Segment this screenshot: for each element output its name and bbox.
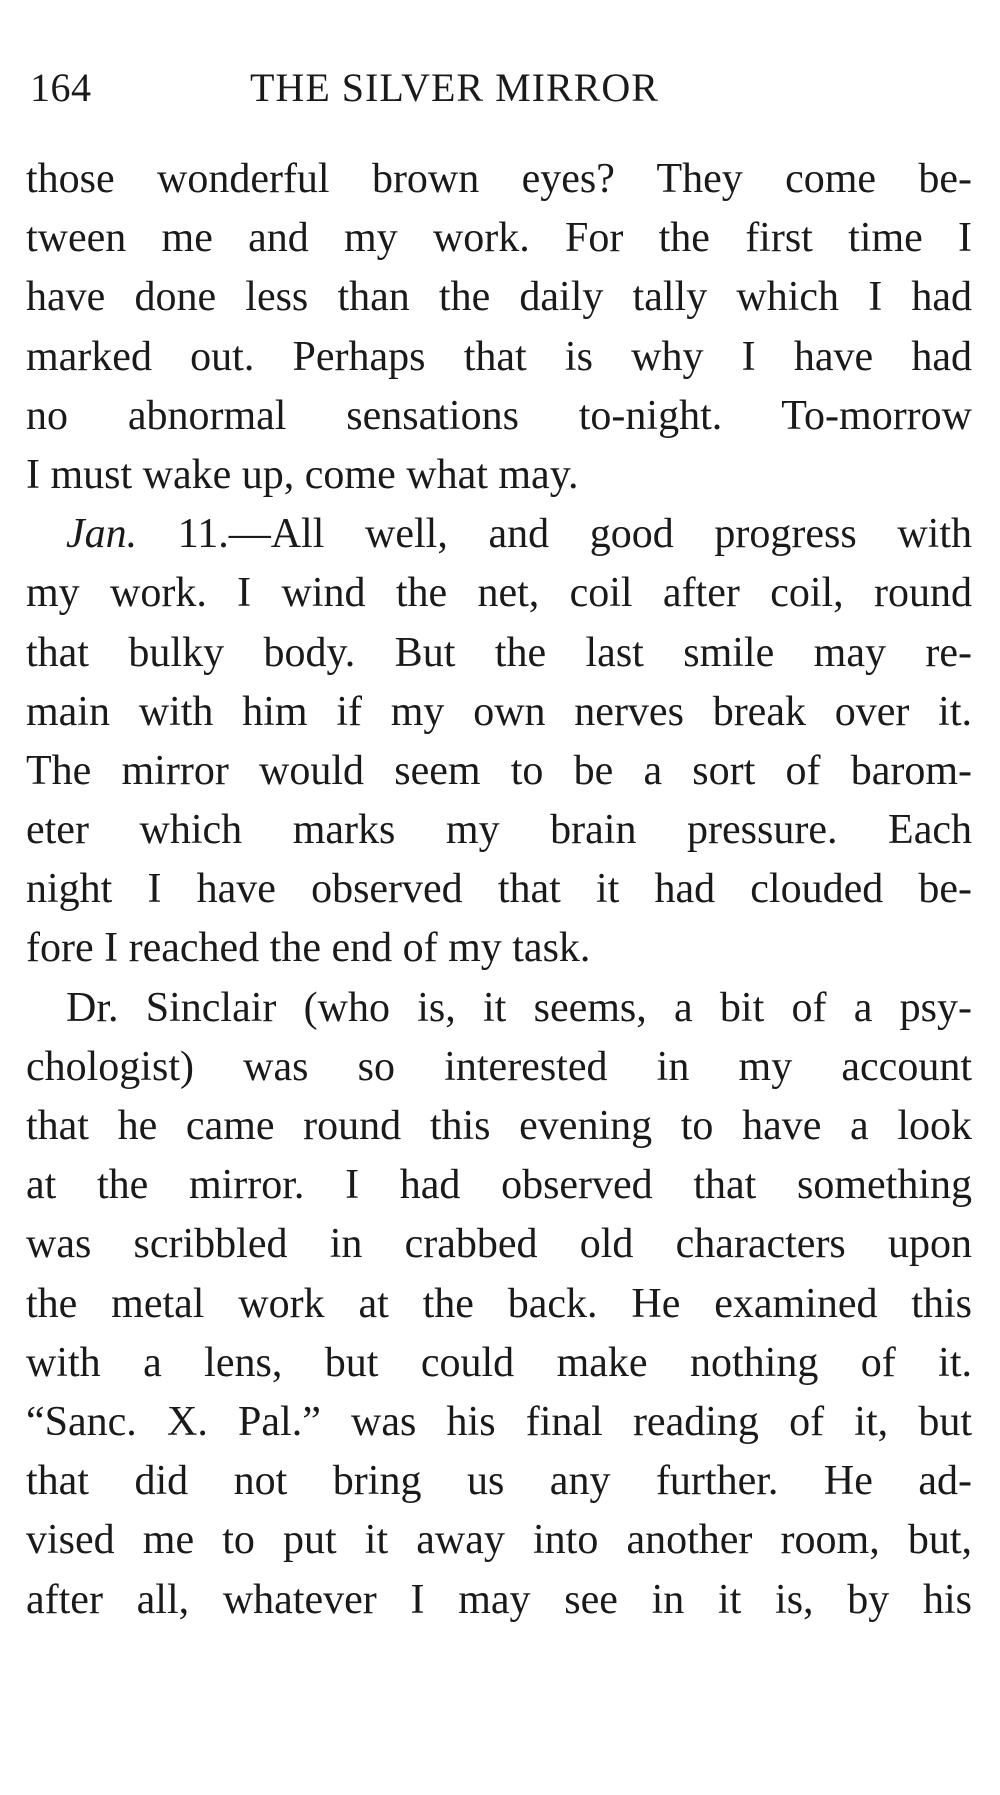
text-line: the metal work at the back. He examined this xyxy=(26,1280,972,1327)
text-line: after all, whatever I may see in it is, by his xyxy=(26,1576,972,1623)
text-line: fore I reached the end of my task. xyxy=(26,925,591,972)
text-line: I must wake up, come what may. xyxy=(26,451,579,498)
text-line: my work. I wind the net, coil after coil, round xyxy=(26,570,972,617)
text-line: those wonderful brown eyes? They come be- xyxy=(26,156,972,202)
text-line: have done less than the daily tally which I had xyxy=(26,274,972,321)
journal-date: Jan. xyxy=(66,511,138,558)
body-text xyxy=(26,150,972,1630)
text-line: that bulky body. But the last smile may re- xyxy=(26,629,972,676)
text-line: that did not bring us any further. He ad- xyxy=(26,1458,972,1505)
text-line: night I have observed that it had clouded be- xyxy=(26,866,972,913)
text-line: Dr. Sinclair (who is, it seems, a bit of a psy- xyxy=(66,984,972,1031)
text-line: “Sanc. X. Pal.” was his final reading of it, but xyxy=(26,1398,972,1445)
text-line: tween me and my work. For the first time I xyxy=(26,215,972,262)
text-line: was scribbled in crabbed old characters upon xyxy=(26,1221,972,1268)
text-line: marked out. Perhaps that is why I have had xyxy=(26,333,972,380)
text-line: at the mirror. I had observed that something xyxy=(26,1162,972,1209)
running-title: THE SILVER MIRROR xyxy=(250,65,659,110)
text-line: with a lens, but could make nothing of it. xyxy=(26,1339,972,1386)
text-line: vised me to put it away into another room, but, xyxy=(26,1517,972,1564)
text-line-rest: 11.—All well, and good progress with xyxy=(137,511,972,558)
text-line: The mirror would seem to be a sort of barom- xyxy=(26,747,972,794)
text-line: that he came round this evening to have a look xyxy=(26,1103,972,1149)
page-header xyxy=(30,58,970,118)
text-line xyxy=(26,505,972,564)
text-line: chologist) was so interested in my account xyxy=(26,1043,972,1090)
page-number: 164 xyxy=(30,65,92,110)
text-line: main with him if my own nerves break over it. xyxy=(26,688,972,735)
text-line: no abnormal sensations to-night. To-morrow xyxy=(26,392,972,439)
text-line: eter which marks my brain pressure. Each xyxy=(26,807,972,854)
